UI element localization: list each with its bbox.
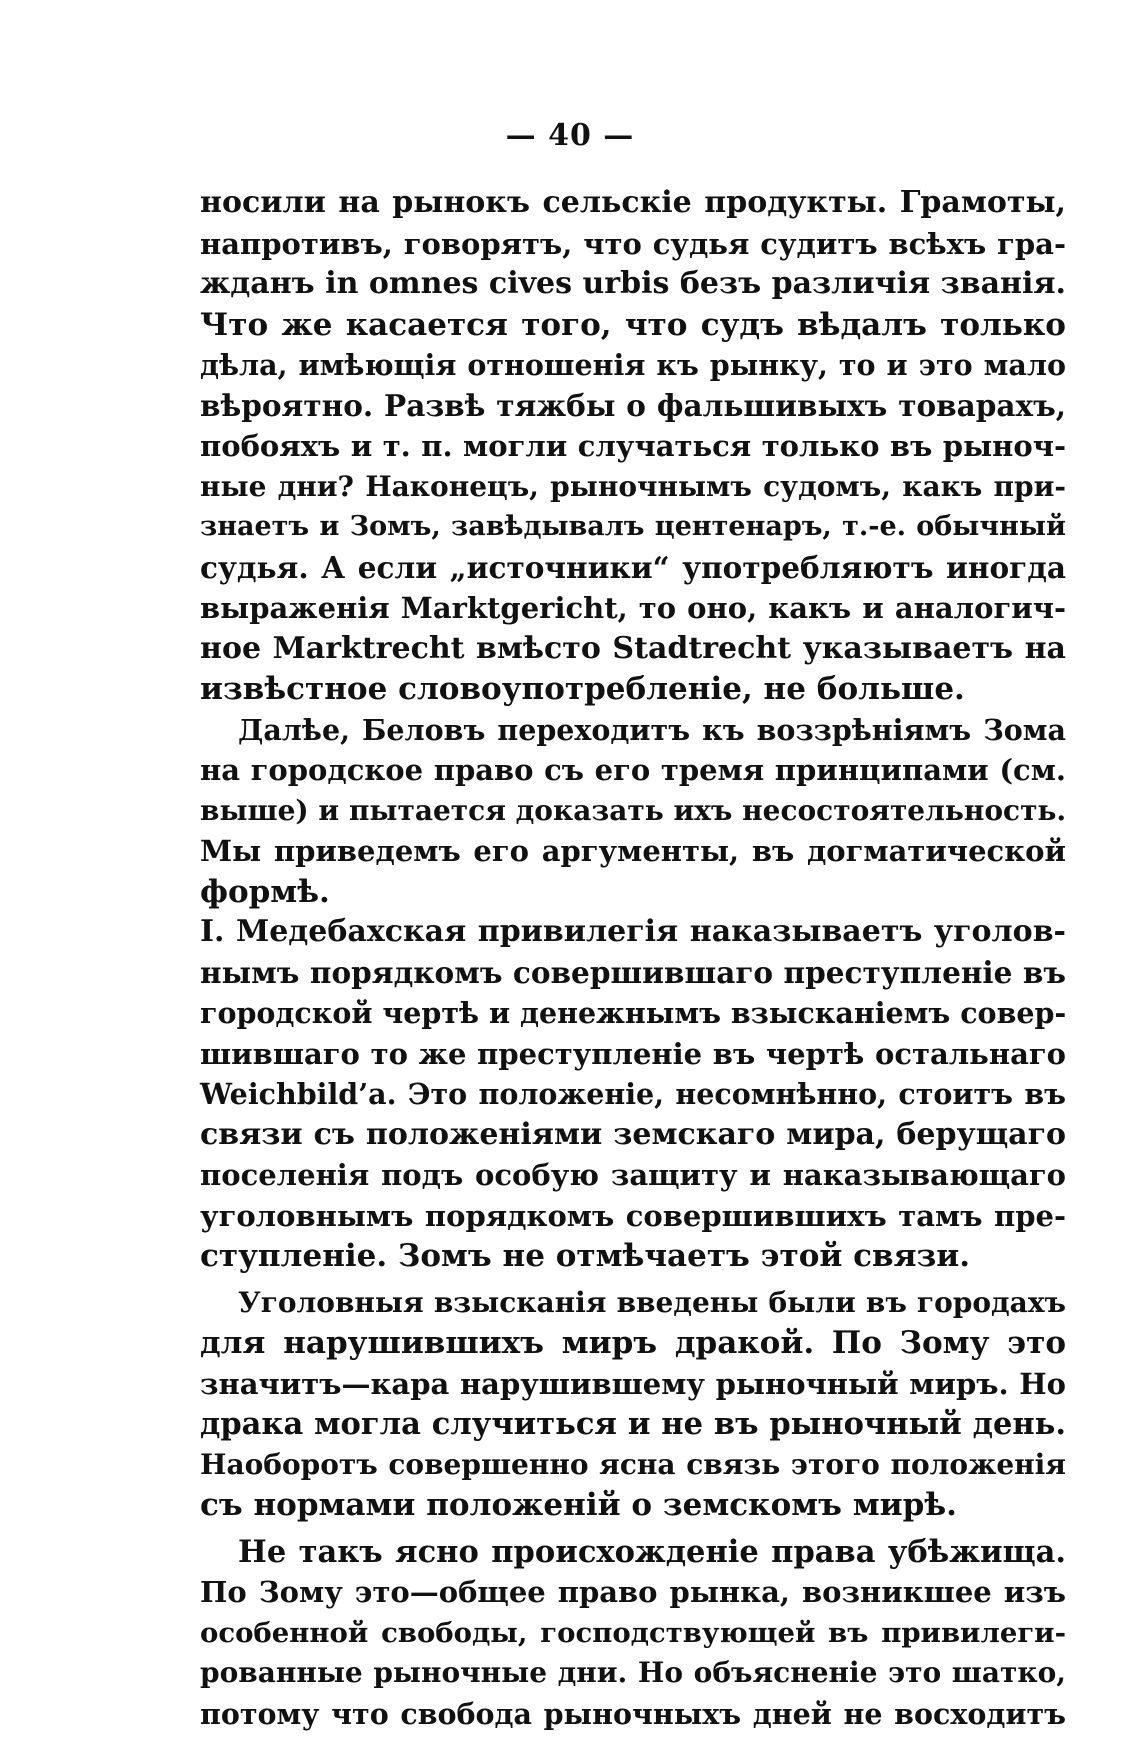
text-line: Что же касается того, что судъ вѣдалъ только xyxy=(200,306,1066,343)
text-line: носили на рынокъ сельскіе продукты. Грамоты, xyxy=(200,185,1066,220)
text-line: городской чертѣ и денежнымъ взысканіемъ совер- xyxy=(200,996,1067,1030)
page-number: — 40 — xyxy=(505,118,635,153)
text-line: дѣла, имѣющія отношенія къ рынку, то и это мало xyxy=(200,348,1066,382)
paragraph xyxy=(200,710,1066,913)
text-line: драка могла случиться и не въ рыночный день. xyxy=(200,1406,1066,1442)
text-line: нымъ порядкомъ совершившаго преступленіе въ xyxy=(200,954,1066,990)
text-line: напротивъ, говорятъ, что судья судитъ всѣхъ гра- xyxy=(200,226,1066,261)
text-line: потому что свобода рыночныхъ дней не восходитъ xyxy=(200,1696,1066,1731)
text-line: Наоборотъ совершенно ясна связь этого положенія xyxy=(200,1447,1066,1481)
text-line: для нарушившихъ миръ дракой. По Зому это xyxy=(200,1325,1066,1361)
text-line: выраженія Marktgericht, то оно, какъ и аналогич- xyxy=(200,591,1066,625)
paragraph xyxy=(200,1283,1066,1526)
paragraph xyxy=(200,1532,1066,1735)
text-line: Weichbild’a. Это положеніе, несомнѣнно, стоитъ въ xyxy=(200,1077,1066,1111)
text-line: особенной свободы, господствующей въ привилеги- xyxy=(200,1616,1066,1649)
text-line: ное Marktrecht вмѣсто Stadtrecht указываетъ на xyxy=(200,630,1066,666)
text-line: I. Медебахская привилегія наказываетъ уголов- xyxy=(200,914,1066,949)
text-line: формѣ. xyxy=(200,873,330,910)
text-line: извѣстное словоупотребленіе, не больше. xyxy=(200,671,965,707)
text-line: Уголовныя взысканія введены были въ городахъ xyxy=(238,1285,1066,1319)
text-line: уголовнымъ порядкомъ совершившихъ тамъ пре- xyxy=(200,1198,1066,1233)
paragraph xyxy=(200,183,1066,710)
text-line: жданъ in omnes cives urbis безъ различія званія. xyxy=(200,266,1066,301)
text-line: знаетъ и Зомъ, завѣдывалъ центенаръ, т.-е. обычный xyxy=(200,511,1066,542)
text-line: значитъ—кара нарушившему рыночный миръ. Но xyxy=(200,1366,1066,1401)
text-line: шившаго то же преступленіе въ чертѣ остальнаго xyxy=(200,1036,1066,1071)
text-line: судья. А если „источники“ употребляютъ иногда xyxy=(200,549,1066,585)
text-line: вѣроятно. Развѣ тяжбы о фальшивыхъ товарахъ, xyxy=(200,387,1066,423)
paragraph xyxy=(200,912,1066,1277)
text-line: Не такъ ясно происхожденіе права убѣжища. xyxy=(238,1533,1066,1570)
text-line: Далѣе, Беловъ переходитъ къ воззрѣніямъ Зома xyxy=(238,712,1066,747)
text-line: ступленіе. Зомъ не отмѣчаетъ этой связи. xyxy=(200,1238,971,1274)
text-line: По Зому это—общее право рынка, возникшее изъ xyxy=(200,1575,1066,1609)
text-line: съ нормами положеній о земскомъ мирѣ. xyxy=(200,1487,957,1523)
text-line: связи съ положеніями земскаго мира, берущаго xyxy=(200,1116,1066,1152)
text-line: рованные рыночные дни. Но объясненіе это шатко, xyxy=(200,1656,1066,1689)
text-line: поселенія подъ особую защиту и наказывающаго xyxy=(200,1158,1066,1192)
text-line: выше) и пытается доказать ихъ несостоятельность. xyxy=(200,793,1067,827)
text-line: ные дни? Наконецъ, рыночнымъ судомъ, какъ при- xyxy=(200,469,1066,503)
text-line: побояхъ и т. п. могли случаться только въ рыноч- xyxy=(200,429,1066,463)
body-text xyxy=(200,183,1066,1734)
text-line: на городское право съ его тремя принципами (см. xyxy=(200,753,1066,787)
text-line: Мы приведемъ его аргументы, въ догматической xyxy=(200,834,1066,868)
